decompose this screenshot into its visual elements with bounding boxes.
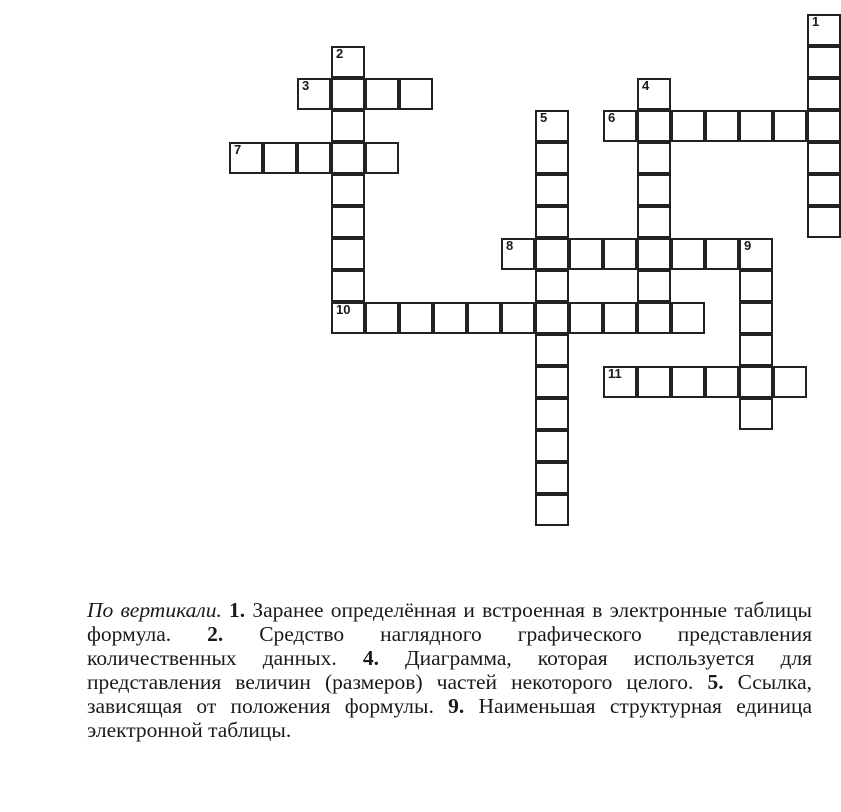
clue-text-1: Заранее определённая и встроенная в электронные таблицы формула. xyxy=(87,598,812,646)
crossword-cell[interactable] xyxy=(671,110,705,142)
crossword-cell[interactable] xyxy=(535,334,569,366)
clue-text-4: Диаграмма, которая используется для представления величин (размеров) частей некоторого целого. xyxy=(87,646,812,694)
crossword-cell[interactable] xyxy=(535,462,569,494)
crossword-cell[interactable] xyxy=(773,366,807,398)
crossword-cell[interactable] xyxy=(535,270,569,302)
crossword-cell[interactable] xyxy=(807,78,841,110)
clue-number-1: 1. xyxy=(229,598,246,622)
crossword-cell[interactable] xyxy=(807,142,841,174)
crossword-cell[interactable] xyxy=(501,238,535,270)
crossword-cell[interactable] xyxy=(331,46,365,78)
crossword-cell[interactable] xyxy=(671,302,705,334)
crossword-cell[interactable] xyxy=(807,206,841,238)
crossword-cell[interactable] xyxy=(501,302,535,334)
crossword-cell[interactable] xyxy=(739,334,773,366)
crossword-cell[interactable] xyxy=(297,78,331,110)
crossword-cell[interactable] xyxy=(331,174,365,206)
crossword-cell[interactable] xyxy=(739,270,773,302)
crossword-cell[interactable] xyxy=(297,142,331,174)
cell-number-6: 6 xyxy=(608,110,616,125)
crossword-cell[interactable] xyxy=(365,142,399,174)
crossword-cell[interactable] xyxy=(603,110,637,142)
crossword-cell[interactable] xyxy=(637,302,671,334)
cell-number-8: 8 xyxy=(506,238,514,253)
cell-number-5: 5 xyxy=(540,110,548,125)
clues-block xyxy=(87,598,812,742)
crossword-cell[interactable] xyxy=(331,78,365,110)
crossword-cell[interactable] xyxy=(603,302,637,334)
crossword-cell[interactable] xyxy=(535,366,569,398)
clue-text-5: Ссылка, зависящая от положения формулы. xyxy=(87,670,813,718)
cell-number-11: 11 xyxy=(608,366,622,381)
crossword-cell[interactable] xyxy=(739,398,773,430)
crossword-cell[interactable] xyxy=(535,494,569,526)
cell-number-10: 10 xyxy=(336,302,351,317)
crossword-cell[interactable] xyxy=(229,142,263,174)
cell-number-1: 1 xyxy=(812,14,820,29)
crossword-cell[interactable] xyxy=(535,206,569,238)
crossword-cell[interactable] xyxy=(637,238,671,270)
crossword-cell[interactable] xyxy=(399,302,433,334)
crossword-cell[interactable] xyxy=(535,142,569,174)
crossword-cell[interactable] xyxy=(365,78,399,110)
clue-text-9: Наименьшая структурная единица электронной таблицы. xyxy=(87,694,812,742)
crossword-cell[interactable] xyxy=(807,46,841,78)
crossword-cell[interactable] xyxy=(399,78,433,110)
crossword-cell[interactable] xyxy=(467,302,501,334)
crossword-cell[interactable] xyxy=(773,110,807,142)
crossword-cell[interactable] xyxy=(535,238,569,270)
crossword-cell[interactable] xyxy=(739,366,773,398)
crossword-cell[interactable] xyxy=(671,238,705,270)
cell-number-4: 4 xyxy=(642,78,650,93)
cell-number-3: 3 xyxy=(302,78,310,93)
crossword-cell[interactable] xyxy=(807,14,841,46)
crossword-cell[interactable] xyxy=(739,110,773,142)
crossword-cell[interactable] xyxy=(705,366,739,398)
crossword-cell[interactable] xyxy=(739,302,773,334)
crossword-cell[interactable] xyxy=(671,366,705,398)
cell-number-2: 2 xyxy=(336,46,344,61)
vertical-heading: По вертикали. xyxy=(87,598,222,622)
crossword-cell[interactable] xyxy=(433,302,467,334)
crossword-cell[interactable] xyxy=(637,174,671,206)
crossword-cell[interactable] xyxy=(705,238,739,270)
crossword-cell[interactable] xyxy=(263,142,297,174)
crossword-cell[interactable] xyxy=(331,270,365,302)
crossword-cell[interactable] xyxy=(807,110,841,142)
vertical-clues-paragraph xyxy=(87,598,812,742)
crossword-cell[interactable] xyxy=(637,110,671,142)
crossword-cell[interactable] xyxy=(331,110,365,142)
clue-number-9: 9. xyxy=(448,694,465,718)
crossword-cell[interactable] xyxy=(569,238,603,270)
crossword-cell[interactable] xyxy=(535,430,569,462)
crossword-cell[interactable] xyxy=(637,270,671,302)
crossword-cell[interactable] xyxy=(535,110,569,142)
crossword-cell[interactable] xyxy=(637,78,671,110)
crossword-cell[interactable] xyxy=(637,206,671,238)
crossword-cell[interactable] xyxy=(331,142,365,174)
clue-number-4: 4. xyxy=(362,646,379,670)
crossword-cell[interactable] xyxy=(331,206,365,238)
crossword-cell[interactable] xyxy=(569,302,603,334)
crossword-cell[interactable] xyxy=(739,238,773,270)
clue-text-2: Средство наглядного графического представления количественных данных. xyxy=(87,622,812,670)
clue-number-5: 5. xyxy=(707,670,724,694)
cell-number-7: 7 xyxy=(234,142,242,157)
clue-number-2: 2. xyxy=(207,622,224,646)
crossword-cell[interactable] xyxy=(603,238,637,270)
crossword-cell[interactable] xyxy=(331,302,365,334)
crossword-cell[interactable] xyxy=(705,110,739,142)
crossword-cell[interactable] xyxy=(603,366,637,398)
cell-number-9: 9 xyxy=(744,238,752,253)
crossword-cell[interactable] xyxy=(535,398,569,430)
crossword-cell[interactable] xyxy=(535,302,569,334)
crossword-cell[interactable] xyxy=(637,366,671,398)
crossword-cell[interactable] xyxy=(807,174,841,206)
crossword-cell[interactable] xyxy=(535,174,569,206)
crossword-cell[interactable] xyxy=(331,238,365,270)
crossword-cell[interactable] xyxy=(637,142,671,174)
crossword-cell[interactable] xyxy=(365,302,399,334)
